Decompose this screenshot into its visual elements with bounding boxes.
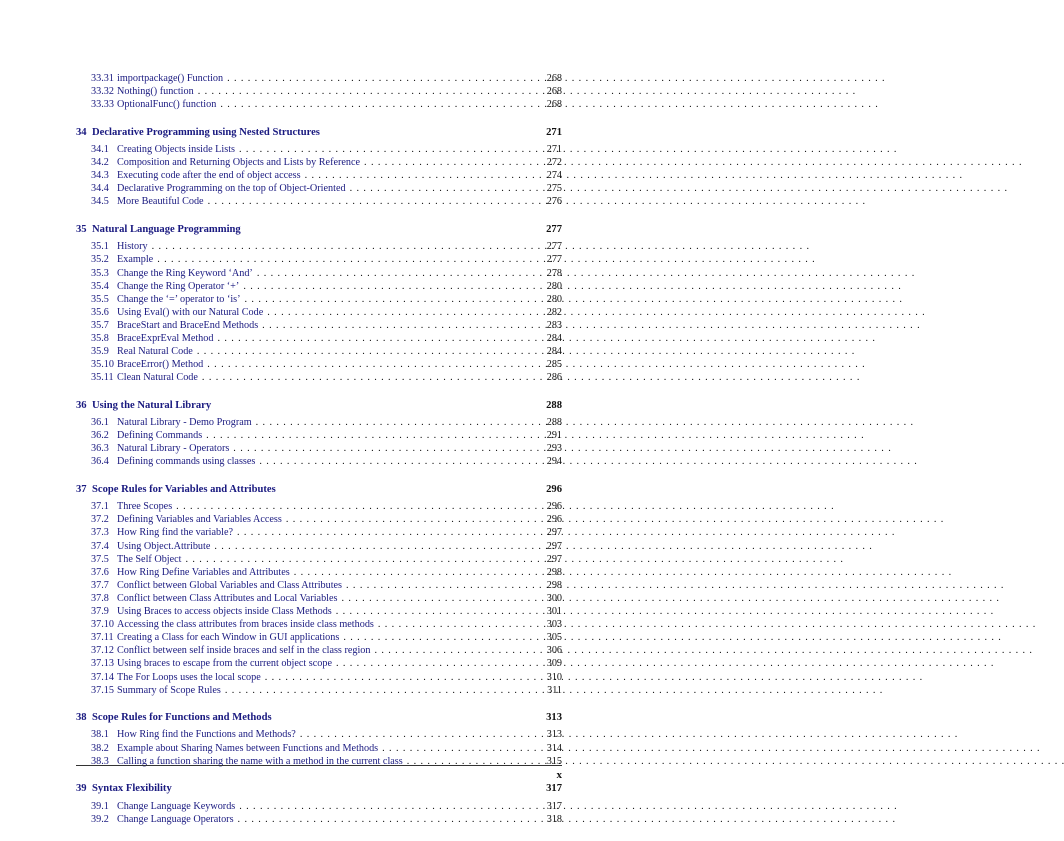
toc-entry[interactable] — [76, 86, 562, 99]
entry-number: 39.2 — [91, 813, 109, 825]
footer-rule — [76, 765, 562, 766]
entry-page[interactable]: 285 — [546, 359, 562, 371]
entry-page[interactable]: 296 — [546, 501, 562, 513]
footer-page-number: x — [556, 769, 562, 781]
entry-number: 37.10 — [91, 619, 114, 631]
dot-leader — [239, 281, 536, 292]
entry-title[interactable]: Using Object.Attribute — [117, 540, 211, 552]
chapter-number: 37 — [76, 484, 87, 496]
dot-leader — [261, 672, 536, 683]
dot-leader — [210, 541, 536, 552]
entry-title[interactable]: Natural Library - Demo Program — [117, 417, 252, 429]
entry-number: 35.3 — [91, 267, 109, 279]
entry-number: 33.32 — [91, 86, 114, 98]
entry-title[interactable]: The Self Object — [117, 553, 182, 565]
entry-number: 37.5 — [91, 553, 109, 565]
dot-leader — [153, 254, 536, 265]
entry-number: 38.2 — [91, 742, 109, 754]
chapter-page[interactable]: 277 — [546, 224, 562, 236]
entry-number: 36.1 — [91, 417, 109, 429]
entry-page[interactable]: 291 — [546, 430, 562, 442]
chapter-number: 38 — [76, 712, 87, 724]
entry-title[interactable]: Example about Sharing Names between Functions and Methods — [117, 742, 379, 754]
toc-entry[interactable] — [76, 593, 562, 606]
dot-leader — [360, 157, 536, 168]
dot-leader — [221, 685, 536, 696]
entry-number: 37.6 — [91, 566, 109, 578]
toc-chapter — [76, 712, 562, 768]
dot-leader — [263, 307, 536, 318]
entry-page[interactable]: 284 — [546, 332, 562, 344]
entry-title[interactable]: Using braces to escape from the current object scope — [117, 658, 332, 670]
entry-page[interactable]: 293 — [546, 443, 562, 455]
entry-page[interactable]: 286 — [546, 372, 562, 384]
dot-leader — [235, 144, 536, 155]
entry-title[interactable]: Natural Library - Operators — [117, 443, 230, 455]
entry-number: 37.14 — [91, 671, 114, 683]
entry-number: 38.1 — [91, 729, 109, 741]
toc-entry[interactable] — [76, 527, 562, 540]
toc-entry[interactable] — [76, 801, 562, 814]
entry-title[interactable]: Calling a function sharing the name with a method in the current class — [117, 755, 403, 767]
dot-leader — [370, 645, 536, 656]
entry-number: 34.1 — [91, 144, 109, 156]
dot-leader — [233, 527, 536, 538]
toc-chapter — [76, 484, 562, 698]
toc-continuation — [76, 73, 562, 112]
toc-entry[interactable] — [76, 359, 562, 372]
entry-number: 37.3 — [91, 527, 109, 539]
toc-entry[interactable] — [76, 814, 562, 827]
dot-leader — [258, 320, 536, 331]
entry-number: 37.8 — [91, 592, 109, 604]
chapter-number: 36 — [76, 399, 87, 411]
dot-leader — [235, 801, 536, 812]
toc-entry[interactable] — [76, 541, 562, 554]
entry-page[interactable]: 277 — [546, 254, 562, 266]
entry-number: 35.5 — [91, 293, 109, 305]
dot-leader — [203, 359, 536, 370]
toc-entry[interactable] — [76, 430, 562, 443]
toc-entry[interactable] — [76, 196, 562, 209]
dot-leader — [241, 294, 536, 305]
entry-page[interactable]: 268 — [546, 86, 562, 98]
chapter-title[interactable]: Scope Rules for Functions and Methods — [92, 712, 272, 724]
entry-page[interactable]: 284 — [546, 346, 562, 358]
entry-page[interactable]: 297 — [546, 540, 562, 552]
dot-leader — [332, 658, 536, 669]
entry-number: 35.10 — [91, 359, 114, 371]
entry-title[interactable]: Defining commands using classes — [117, 456, 256, 468]
table-of-contents — [76, 73, 562, 841]
toc-chapter — [76, 400, 562, 470]
entry-title[interactable]: How Ring find the Functions and Methods? — [117, 729, 296, 741]
entry-page[interactable]: 280 — [546, 280, 562, 292]
dot-leader — [204, 196, 536, 207]
toc-entry[interactable] — [76, 73, 562, 86]
entry-page[interactable]: 303 — [546, 619, 562, 631]
toc-entry[interactable] — [76, 417, 562, 430]
toc-entry[interactable] — [76, 144, 562, 157]
entry-page[interactable]: 298 — [546, 566, 562, 578]
toc-entry[interactable] — [76, 554, 562, 567]
chapter-page[interactable]: 288 — [546, 399, 562, 411]
entry-page[interactable]: 288 — [546, 417, 562, 429]
entry-title[interactable]: BraceError() Method — [117, 359, 204, 371]
entry-number: 35.6 — [91, 306, 109, 318]
toc-chapter — [76, 224, 562, 385]
chapter-heading[interactable] — [76, 484, 562, 501]
entry-page[interactable]: 318 — [546, 813, 562, 825]
entry-title[interactable]: Declarative Programming on the top of Object-Oriented — [117, 183, 346, 195]
chapter-heading[interactable] — [76, 400, 562, 417]
entry-number: 37.4 — [91, 540, 109, 552]
entry-page[interactable]: 306 — [546, 645, 562, 657]
entry-title[interactable]: OptionalFunc() function — [117, 99, 217, 111]
toc-entry[interactable] — [76, 672, 562, 685]
entry-title[interactable]: Executing code after the end of object access — [117, 170, 301, 182]
toc-entry[interactable] — [76, 567, 562, 580]
entry-title[interactable]: Change Language Operators — [117, 813, 234, 825]
chapter-title[interactable]: Declarative Programming using Nested Structures — [92, 126, 320, 138]
entry-title[interactable]: Conflict between Class Attributes and Local Variables — [117, 592, 338, 604]
entry-number: 37.11 — [91, 632, 114, 644]
entry-page[interactable]: 272 — [546, 157, 562, 169]
entry-page[interactable]: 268 — [546, 73, 562, 84]
chapter-heading[interactable] — [76, 224, 562, 241]
entry-number: 36.4 — [91, 456, 109, 468]
entry-page[interactable]: 315 — [546, 755, 562, 767]
entry-page[interactable]: 271 — [546, 144, 562, 156]
toc-entry[interactable] — [76, 514, 562, 527]
toc-entry[interactable] — [76, 456, 562, 469]
chapter-title[interactable]: Using the Natural Library — [92, 399, 212, 411]
entry-page[interactable]: 294 — [546, 456, 562, 468]
toc-entry[interactable] — [76, 183, 562, 196]
entry-number: 36.2 — [91, 430, 109, 442]
entry-title[interactable]: Nothing() function — [117, 86, 194, 98]
dot-leader — [234, 814, 536, 825]
toc-entry[interactable] — [76, 241, 562, 254]
toc-entry[interactable] — [76, 606, 562, 619]
entry-page[interactable]: 278 — [546, 267, 562, 279]
entry-title[interactable]: Change the Ring Operator ‘+’ — [117, 280, 240, 292]
entry-page[interactable]: 297 — [546, 553, 562, 565]
dot-leader — [223, 73, 536, 84]
entry-title[interactable]: How Ring find the variable? — [117, 527, 233, 539]
entry-number: 33.33 — [91, 99, 114, 111]
dot-leader — [194, 86, 536, 97]
entry-page[interactable]: 309 — [546, 658, 562, 670]
entry-title[interactable]: Clean Natural Code — [117, 372, 198, 384]
dot-leader — [339, 632, 536, 643]
entry-number: 35.9 — [91, 346, 109, 358]
entry-number: 34.5 — [91, 196, 109, 208]
dot-leader — [193, 346, 536, 357]
dot-leader — [202, 430, 536, 441]
entry-title[interactable]: Summary of Scope Rules — [117, 684, 221, 696]
chapter-title[interactable]: Natural Language Programming — [92, 224, 241, 236]
entry-page[interactable]: 310 — [546, 671, 562, 683]
dot-leader — [342, 580, 536, 591]
toc-entry[interactable] — [76, 294, 562, 307]
entry-title[interactable]: Composition and Returning Objects and Lists by Reference — [117, 157, 361, 169]
toc-chapters — [76, 127, 562, 827]
chapter-page[interactable]: 271 — [546, 126, 562, 138]
chapter-heading[interactable] — [76, 127, 562, 144]
entry-number: 37.7 — [91, 579, 109, 591]
entry-title[interactable]: Using Eval() with our Natural Code — [117, 306, 264, 318]
toc-entry[interactable] — [76, 501, 562, 514]
entry-title[interactable]: Defining Commands — [117, 430, 203, 442]
chapter-page[interactable]: 317 — [546, 783, 562, 795]
toc-entry[interactable] — [76, 307, 562, 320]
toc-entry[interactable] — [76, 268, 562, 281]
entry-number: 35.7 — [91, 319, 109, 331]
dot-leader — [374, 619, 536, 630]
entry-title[interactable]: Accessing the class attributes from braces inside class methods — [117, 619, 374, 631]
dot-leader — [338, 593, 537, 604]
dot-leader — [378, 743, 536, 754]
toc-entry[interactable] — [76, 658, 562, 671]
entry-number: 34.2 — [91, 157, 109, 169]
toc-entry[interactable] — [76, 254, 562, 267]
chapter-page[interactable]: 296 — [546, 484, 562, 496]
entry-title[interactable]: Creating a Class for each Window in GUI applications — [117, 632, 340, 644]
toc-entry[interactable] — [76, 372, 562, 385]
toc-entry[interactable] — [76, 320, 562, 333]
entry-page[interactable]: 280 — [546, 293, 562, 305]
dot-leader — [346, 183, 536, 194]
entry-title[interactable]: Creating Objects inside Lists — [117, 144, 235, 156]
chapter-number: 35 — [76, 224, 87, 236]
dot-leader — [296, 729, 536, 740]
dot-leader — [255, 456, 536, 467]
entry-title[interactable]: Real Natural Code — [117, 346, 193, 358]
entry-title[interactable]: Example — [117, 254, 154, 266]
entry-title[interactable]: BraceExprEval Method — [117, 332, 214, 344]
entry-title[interactable]: Conflict between self inside braces and self in the class region — [117, 645, 371, 657]
entry-title[interactable]: More Beautiful Code — [117, 196, 204, 208]
chapter-number: 34 — [76, 126, 87, 138]
chapter-number: 39 — [76, 783, 87, 795]
dot-leader — [182, 554, 537, 565]
chapter-title[interactable]: Scope Rules for Variables and Attributes — [92, 484, 276, 496]
entry-page[interactable]: 296 — [546, 514, 562, 526]
entry-page[interactable]: 275 — [546, 183, 562, 195]
dot-leader — [301, 170, 536, 181]
toc-entry[interactable] — [76, 333, 562, 346]
entry-number: 38.3 — [91, 755, 109, 767]
dot-leader — [282, 514, 536, 525]
dot-leader — [332, 606, 536, 617]
toc-entry[interactable] — [76, 743, 562, 756]
entry-number: 35.2 — [91, 254, 109, 266]
chapter-heading[interactable] — [76, 712, 562, 729]
dot-leader — [148, 241, 536, 252]
entry-page[interactable]: 301 — [546, 606, 562, 618]
entry-page[interactable]: 277 — [546, 241, 562, 253]
entry-number: 37.15 — [91, 684, 114, 696]
toc-entry[interactable] — [76, 170, 562, 183]
entry-number: 34.4 — [91, 183, 109, 195]
entry-title[interactable]: Defining Variables and Variables Access — [117, 514, 282, 526]
toc-entry[interactable] — [76, 729, 562, 742]
toc-entry[interactable] — [76, 756, 562, 769]
dot-leader — [213, 333, 536, 344]
entry-number: 34.3 — [91, 170, 109, 182]
entry-number: 36.3 — [91, 443, 109, 455]
entry-page[interactable]: 305 — [546, 632, 562, 644]
toc-chapter — [76, 783, 562, 826]
entry-number: 39.1 — [91, 800, 109, 812]
toc-entry[interactable] — [76, 443, 562, 456]
toc-chapter — [76, 127, 562, 210]
entry-number: 37.1 — [91, 501, 109, 513]
toc-entry[interactable] — [76, 645, 562, 658]
chapter-heading[interactable] — [76, 783, 562, 800]
chapter-title[interactable]: Syntax Flexibility — [92, 783, 172, 795]
entry-page[interactable]: 298 — [546, 579, 562, 591]
dot-leader — [172, 501, 536, 512]
entry-title[interactable]: History — [117, 241, 148, 253]
entry-number: 35.4 — [91, 280, 109, 292]
entry-page[interactable]: 268 — [546, 99, 562, 111]
toc-entry[interactable] — [76, 619, 562, 632]
entry-title[interactable]: Three Scopes — [117, 501, 173, 513]
entry-title[interactable]: Change the Ring Keyword ‘And’ — [117, 267, 253, 279]
entry-page[interactable]: 317 — [546, 800, 562, 812]
entry-page[interactable]: 297 — [546, 527, 562, 539]
entry-title[interactable]: The For Loops uses the local scope — [117, 671, 261, 683]
dot-leader — [253, 268, 536, 279]
entry-page[interactable]: 311 — [547, 684, 562, 696]
toc-entry[interactable] — [76, 632, 562, 645]
toc-entry[interactable] — [76, 685, 562, 698]
entry-number: 33.31 — [91, 73, 114, 84]
entry-page[interactable]: 300 — [546, 592, 562, 604]
entry-number: 35.11 — [91, 372, 114, 384]
entry-page[interactable]: 314 — [546, 742, 562, 754]
entry-number: 37.13 — [91, 658, 114, 670]
entry-number: 35.8 — [91, 332, 109, 344]
entry-title[interactable]: Change Language Keywords — [117, 800, 236, 812]
dot-leader — [229, 443, 536, 454]
toc-entry[interactable] — [76, 99, 562, 112]
entry-number: 37.12 — [91, 645, 114, 657]
dot-leader — [216, 99, 536, 110]
entry-page[interactable]: 276 — [546, 196, 562, 208]
entry-title[interactable]: importpackage() Function — [117, 73, 224, 84]
entry-page[interactable]: 274 — [546, 170, 562, 182]
entry-title[interactable]: Conflict between Global Variables and Class Attributes — [117, 579, 343, 591]
entry-title[interactable]: Change the ‘=’ operator to ‘is’ — [117, 293, 241, 305]
entry-number: 35.1 — [91, 241, 109, 253]
dot-leader — [252, 417, 536, 428]
entry-number: 37.9 — [91, 606, 109, 618]
entry-title[interactable]: Using Braces to access objects inside Class Methods — [117, 606, 332, 618]
entry-number: 37.2 — [91, 514, 109, 526]
toc-entry[interactable] — [76, 346, 562, 359]
entry-page[interactable]: 313 — [546, 729, 562, 741]
chapter-page[interactable]: 313 — [546, 712, 562, 724]
entry-page[interactable]: 282 — [546, 306, 562, 318]
entry-title[interactable]: BraceStart and BraceEnd Methods — [117, 319, 259, 331]
toc-entry[interactable] — [76, 281, 562, 294]
entry-page[interactable]: 283 — [546, 319, 562, 331]
toc-entry[interactable] — [76, 580, 562, 593]
toc-entry[interactable] — [76, 157, 562, 170]
entry-title[interactable]: How Ring Define Variables and Attributes — [117, 566, 290, 578]
dot-leader — [290, 567, 536, 578]
dot-leader — [198, 372, 536, 383]
